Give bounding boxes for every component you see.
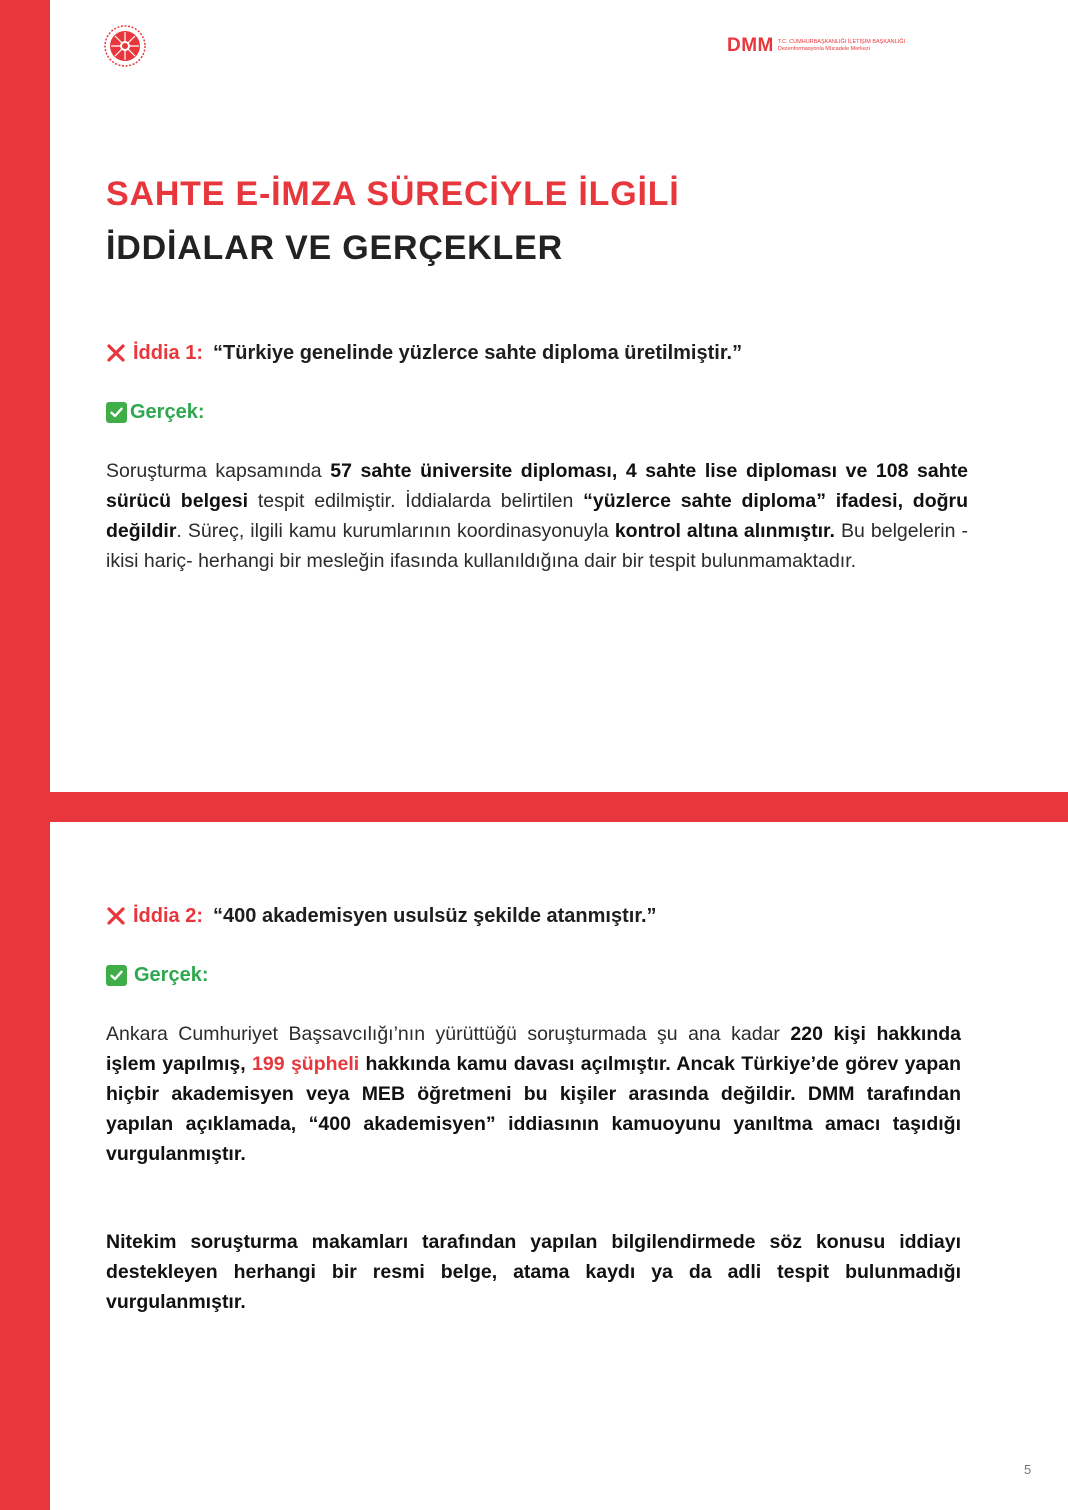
cross-mark-icon [106,906,126,926]
claim-2-quote: “400 akademisyen usulsüz şekilde atanmıştır.” [213,905,657,927]
check-mark-icon [106,402,127,423]
text-run: Bu belgelerin -ikisi hariç- herhangi bir mesleğin ifasında kullanıldığına dair bir tespit bulunmamaktadır. [106,520,968,572]
claim-1-heading [106,340,742,366]
check-mark-icon [106,965,127,986]
text-run: “yüzlerce sahte diploma” ifadesi, doğru değildir [106,490,969,542]
text-run: 57 sahte üniversite diploması, 4 sahte lise diploması ve 108 sahte sürücü belgesi [106,460,968,512]
dmm-logo [727,36,905,55]
claim-1-quote: “Türkiye genelinde yüzlerce sahte diploma üretilmiştir.” [213,342,743,364]
page-title-line1: SAHTE E-İMZA SÜRECİYLE İLGİLİ [106,175,680,213]
dmm-logo-subtitle [778,39,905,53]
fact-2-label: Gerçek: [134,964,209,986]
claim-2-label: İddia 2: [133,905,204,927]
fact-1-label: Gerçek: [130,401,205,423]
claim-2-heading [106,903,657,929]
fact-1-heading [106,399,205,425]
text-run: hakkında kamu davası açılmıştır. Ancak Türkiye’de görev yapan hiçbir akademisyen veya MEB öğretmeni bu kişiler arasında değildir. DMM tarafından yapılan açıklamada, “400 akademisyen” iddiasının kamuoyunu yanıltma amacı taşıdığı vurgulanmıştır. [106,1053,962,1165]
dmm-logo-line1: T.C. CUMHURBAŞKANLIĞI İLETİŞİM BAŞKANLIĞI [777,38,906,45]
section-divider-band [0,792,1068,822]
text-run: kontrol altına alınmıştır. [614,520,835,542]
text-run: Ankara Cumhuriyet Başsavcılığı’nın yürüttüğü soruşturmada şu ana kadar [106,1023,791,1045]
page-number: 5 [1024,1462,1032,1477]
fact-2-paragraph [106,1019,961,1169]
text-run: tespit edilmiştir. İddialarda belirtilen [248,490,584,512]
dmm-logo-text: DMM [727,35,774,56]
fact-1-paragraph [106,456,968,576]
text-run: Soruşturma kapsamında [106,460,331,482]
presidency-emblem-icon [103,24,147,68]
page-title-line2: İDDİALAR VE GERÇEKLER [106,229,563,267]
claim-1-label: İddia 1: [133,342,204,364]
fact-2-heading [106,962,209,988]
cross-mark-icon [106,343,126,363]
text-run: 199 şüpheli [252,1053,360,1075]
fact-2-paragraph-2: Nitekim soruşturma makamları tarafından yapılan bilgilendirmede söz konusu iddiayı destekleyen herhangi bir resmi belge, atama kaydı ya da adli tespit bulunmadığı vurgulanmıştır. [106,1231,961,1313]
left-accent-bar [0,0,50,1510]
text-run: 220 kişi hakkında işlem yapılmış, [106,1023,961,1075]
text-run: . Süreç, ilgili kamu kurumlarının koordinasyonuyla [176,520,615,542]
dmm-logo-line2: Dezenformasyonla Mücadele Merkezi [777,45,870,52]
